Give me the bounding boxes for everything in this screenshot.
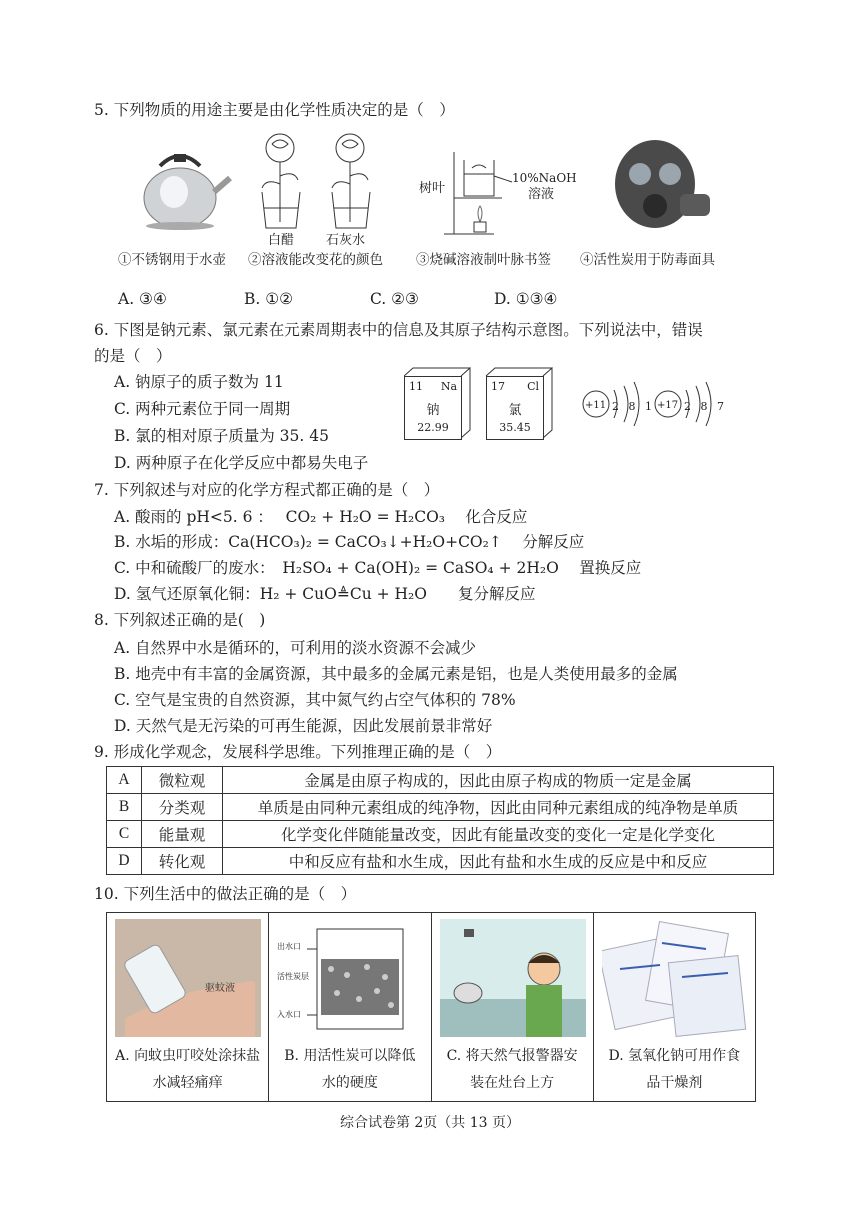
q5-stem: 5. 下列物质的用途主要是由化学性质决定的是（ ）	[94, 101, 455, 119]
q10-caption-b: B. 用活性炭可以降低 水的硬度	[284, 1048, 416, 1091]
kettle-image	[144, 154, 230, 230]
chlorine-element-card: 17 Cl 氯 35.45	[486, 376, 544, 440]
sodium-shells: 2 8 1	[612, 400, 655, 413]
q10-caption-c: C. 将天然气报警器安 装在灶台上方	[446, 1048, 578, 1091]
q5-option-c: C. ②③	[370, 290, 419, 308]
q8-stem: 8. 下列叙述正确的是( )	[94, 611, 266, 629]
carbon-filter-image	[277, 919, 423, 1037]
page-footer: 综合试卷第 2页（共 13 页）	[339, 1115, 521, 1131]
q9-stem: 9. 形成化学观念，发展科学思维。下列推理正确的是（ ）	[94, 743, 502, 761]
gas-mask-image	[615, 140, 710, 228]
q10-cell-c	[432, 913, 594, 1101]
sodium-element-card: 11 Na 钠 22.99	[404, 376, 462, 440]
leaf-label: 树叶	[419, 181, 446, 196]
q5-figures	[130, 126, 740, 246]
q7-option-b: B. 水垢的形成：Ca(HCO₃)₂ = CaCO₃↓+H₂O+CO₂↑ 分解反应	[114, 533, 585, 551]
q5-option-a: A. ③④	[118, 290, 167, 308]
carbon-layer-label: 活性炭层	[277, 972, 310, 981]
q6-option-d: D. 两种原子在化学反应中都易失电子	[114, 454, 369, 472]
atom-structure-diagrams	[580, 372, 730, 432]
outlet-label: 出水口	[277, 942, 302, 951]
q7-option-d: D. 氢气还原氧化铜：H₂ + CuO≜Cu + H₂O 复分解反应	[114, 585, 536, 603]
q10-caption-d: D. 氢氧化钠可用作食 品干燥剂	[608, 1048, 741, 1091]
q10-cell-a	[107, 913, 269, 1101]
table-row: B 分类观 单质是由同种元素组成的纯净物，因此由同种元素组成的纯净物是单质	[107, 794, 774, 821]
q7-option-a: A. 酸雨的 pH<5. 6 ： CO₂ + H₂O = H₂CO₃ 化合反应	[114, 508, 528, 526]
table-row: D 转化观 中和反应有盐和水生成，因此有盐和水生成的反应是中和反应	[107, 848, 774, 875]
q6-stem-line1: 6. 下图是钠元素、氯元素在元素周期表中的信息及其原子结构示意图。下列说法中，错误	[94, 321, 703, 339]
beaker-stand-image	[444, 152, 512, 234]
q10-cell-d	[594, 913, 755, 1101]
naoh-label: 10%NaOH	[512, 171, 577, 185]
flower-vinegar-image	[262, 134, 300, 228]
q5-caption-3: ③烧碱溶液制叶脉书签	[416, 252, 551, 268]
limewater-label: 石灰水	[326, 233, 366, 246]
q5-caption-4: ④活性炭用于防毒面具	[580, 252, 715, 268]
flower-limewater-image	[332, 134, 370, 228]
hand-spray-image	[115, 919, 261, 1037]
q9-table	[106, 766, 774, 875]
inlet-label: 入水口	[277, 1010, 302, 1019]
q10-caption-a: A. 向蚊虫叮咬处涂抹盐 水减轻痛痒	[115, 1048, 261, 1091]
q7-option-c: C. 中和硫酸厂的废水： H₂SO₄ + Ca(OH)₂ = CaSO₄ + 2H₂O 置换反应	[114, 559, 642, 577]
gas-alarm-image	[440, 919, 586, 1037]
q10-stem: 10. 下列生活中的做法正确的是（ ）	[94, 885, 357, 903]
sodium-nucleus: +11	[585, 400, 607, 411]
element-card-3d-edges	[404, 366, 564, 446]
q8-option-b: B. 地壳中有丰富的金属资源，其中最多的金属元素是铝，也是人类使用最多的金属	[114, 665, 678, 683]
chlorine-nucleus: +17	[657, 400, 679, 411]
solution-label: 溶液	[528, 187, 555, 202]
desiccant-packets-image	[602, 919, 748, 1037]
chlorine-shells: 2 8 7	[684, 400, 727, 413]
q10-cell-b	[269, 913, 431, 1101]
spray-label-text: 驱蚊液	[205, 983, 235, 994]
table-row: C 能量观 化学变化伴随能量改变，因此有能量改变的变化一定是化学变化	[107, 821, 774, 848]
q8-option-c: C. 空气是宝贵的自然资源，其中氮气约占空气体积的 78%	[114, 691, 516, 709]
q6-option-b: B. 氯的相对原子质量为 35. 45	[114, 427, 329, 445]
q8-option-d: D. 天然气是无污染的可再生能源，因此发展前景非常好	[114, 717, 493, 735]
q5-option-b: B. ①②	[244, 290, 294, 308]
table-row: A 微粒观 金属是由原子构成的，因此由原子构成的物质一定是金属	[107, 767, 774, 794]
q6-option-a: A. 钠原子的质子数为 11	[114, 373, 284, 391]
q6-option-c: C. 两种元素位于同一周期	[114, 400, 291, 418]
q5-caption-1: ①不锈钢用于水壶	[118, 252, 226, 268]
q8-option-a: A. 自然界中水是循环的，可利用的淡水资源不会减少	[114, 639, 477, 657]
q5-option-d: D. ①③④	[494, 290, 558, 308]
q6-stem-line2: 的是（ ）	[94, 347, 172, 365]
q10-picture-table	[106, 912, 756, 1102]
vinegar-label: 白醋	[268, 233, 295, 246]
q5-caption-2: ②溶液能改变花的颜色	[248, 252, 383, 268]
q7-stem: 7. 下列叙述与对应的化学方程式都正确的是（ ）	[94, 481, 440, 499]
